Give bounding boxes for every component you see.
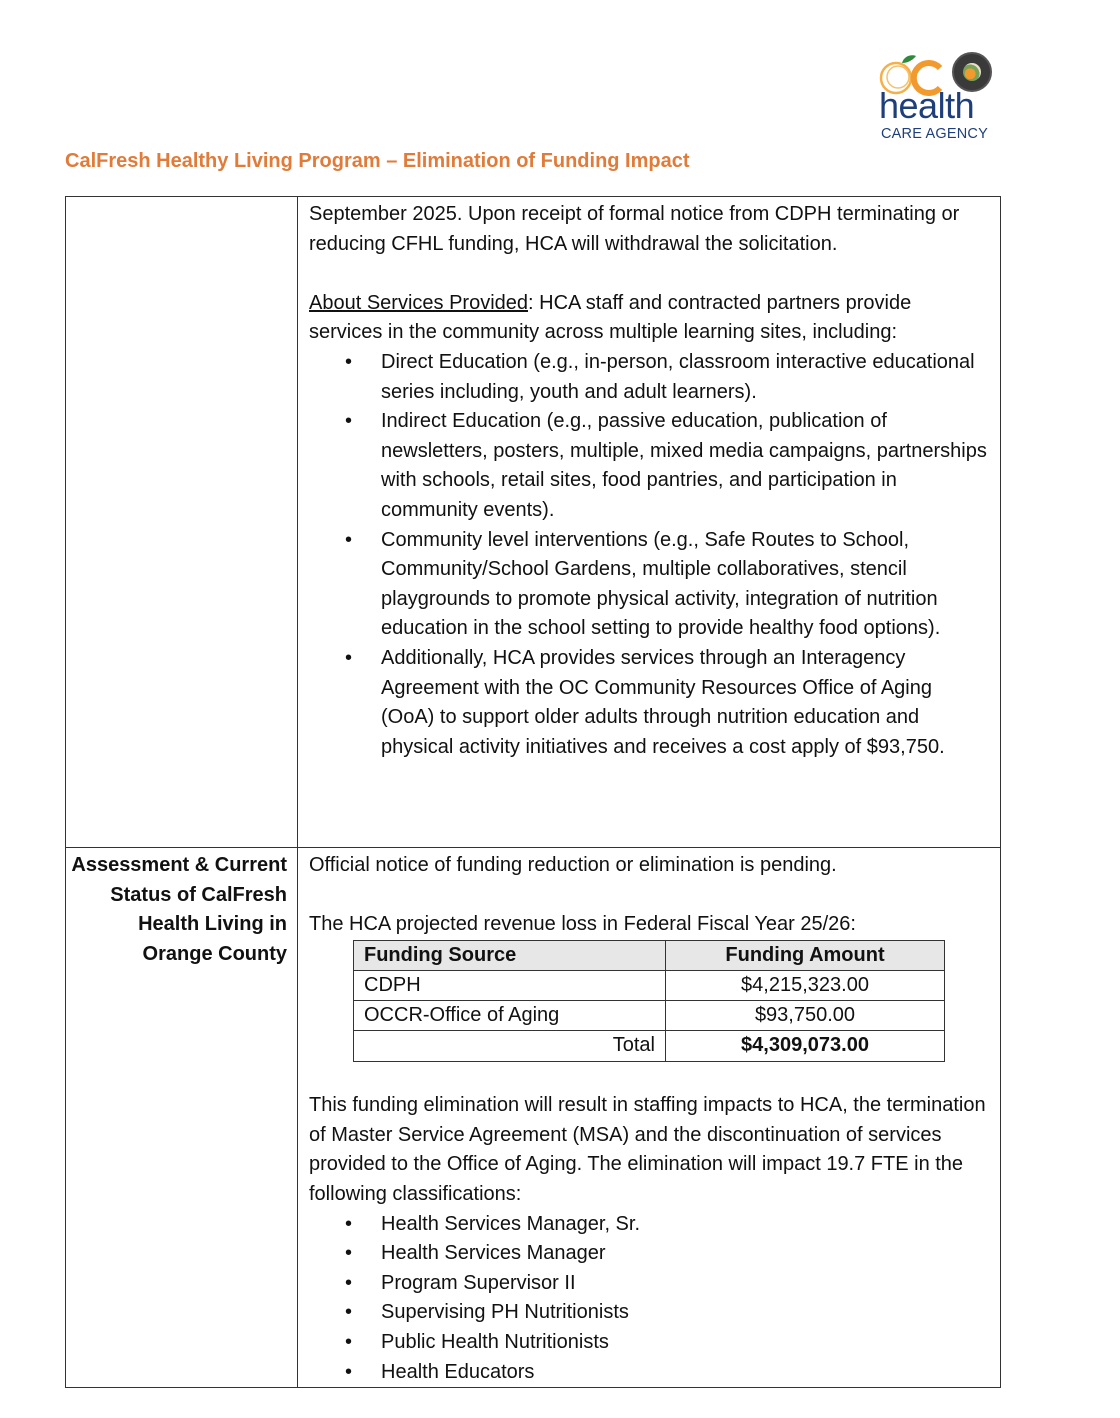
funding-table-header: [354, 940, 945, 970]
list-item: • Indirect Education (e.g., passive education, publication of newsletters, posters, multiple, mixed media campaigns, partnerships with schools, retail sites, food pantries, and participation in community events).: [381, 407, 990, 525]
funding-amount-cell: $93,750.00: [666, 1001, 945, 1031]
status-paragraph: Official notice of funding reduction or elimination is pending.: [309, 854, 837, 876]
services-cell: [298, 197, 1001, 848]
table-row: [354, 1001, 945, 1031]
list-item: • Direct Education (e.g., in-person, classroom interactive educational series including, youth and adult learners).: [381, 348, 990, 407]
revenue-intro: The HCA projected revenue loss in Federal Fiscal Year 25/26:: [309, 913, 856, 936]
assessment-cell: [298, 848, 1001, 1388]
list-item: • Supervising PH Nutritionists: [381, 1298, 990, 1328]
oc-health-care-agency-logo: [878, 50, 998, 146]
funding-source-cell: CDPH: [354, 970, 666, 1000]
list-item: • Health Services Manager: [381, 1239, 990, 1269]
table-row-assessment: [66, 848, 1001, 1388]
solicitation-paragraph: September 2025. Upon receipt of formal notice from CDPH terminating or reducing CFHL funding, HCA will withdrawal the solicitation.: [309, 203, 960, 255]
funding-table: [353, 940, 945, 1062]
funding-amount-cell: $4,215,323.00: [666, 970, 945, 1000]
impact-table: [65, 196, 1001, 1388]
impact-paragraph: This funding elimination will result in staffing impacts to HCA, the termination of Master Service Agreement (MSA) and the discontinuation of services provided to the Office of Aging. The elimination will impact 19.7 FTE in the following classifications:: [309, 1094, 986, 1205]
list-item: • Community level interventions (e.g., Safe Routes to School, Community/School Gardens, multiple collaboratives, stencil playgrounds to promote physical activity, integration of nutrition education in the school setting to provide healthy food options).: [381, 526, 990, 644]
services-heading: About Services Provided: [309, 291, 529, 314]
services-paragraph: [309, 289, 990, 348]
list-item: • Health Educators: [381, 1358, 990, 1388]
list-item: • Additionally, HCA provides services through an Interagency Agreement with the OC Community Resources Office of Aging (OoA) to support older adults through nutrition education and physical activity initiatives and receives a cost apply of $93,750.: [381, 644, 990, 762]
logo-agency-text: CARE AGENCY: [881, 126, 988, 142]
funding-source-cell: OCCR-Office of Aging: [354, 1001, 666, 1031]
table-row-services: [66, 197, 1001, 848]
header-funding-source: Funding Source: [354, 940, 666, 970]
document-title: CalFresh Healthy Living Program – Elimination of Funding Impact: [65, 150, 690, 172]
classifications-list: [309, 1210, 990, 1388]
list-item: • Public Health Nutritionists: [381, 1328, 990, 1358]
header-funding-amount: Funding Amount: [666, 940, 945, 970]
total-value: $4,309,073.00: [666, 1031, 945, 1061]
row-label-empty: [66, 197, 298, 848]
list-item: • Program Supervisor II: [381, 1269, 990, 1299]
list-item: • Health Services Manager, Sr.: [381, 1210, 990, 1240]
table-row: [354, 970, 945, 1000]
services-list: [309, 348, 990, 762]
logo-health-text: health: [879, 85, 975, 126]
assessment-row-label: Assessment & Current Status of CalFresh Health Living in Orange County: [66, 848, 298, 1388]
total-row: [354, 1031, 945, 1061]
services-intro: : HCA staff and contracted partners provide services in the community across multiple learning sites, including:: [309, 291, 912, 344]
total-label: Total: [354, 1031, 666, 1061]
